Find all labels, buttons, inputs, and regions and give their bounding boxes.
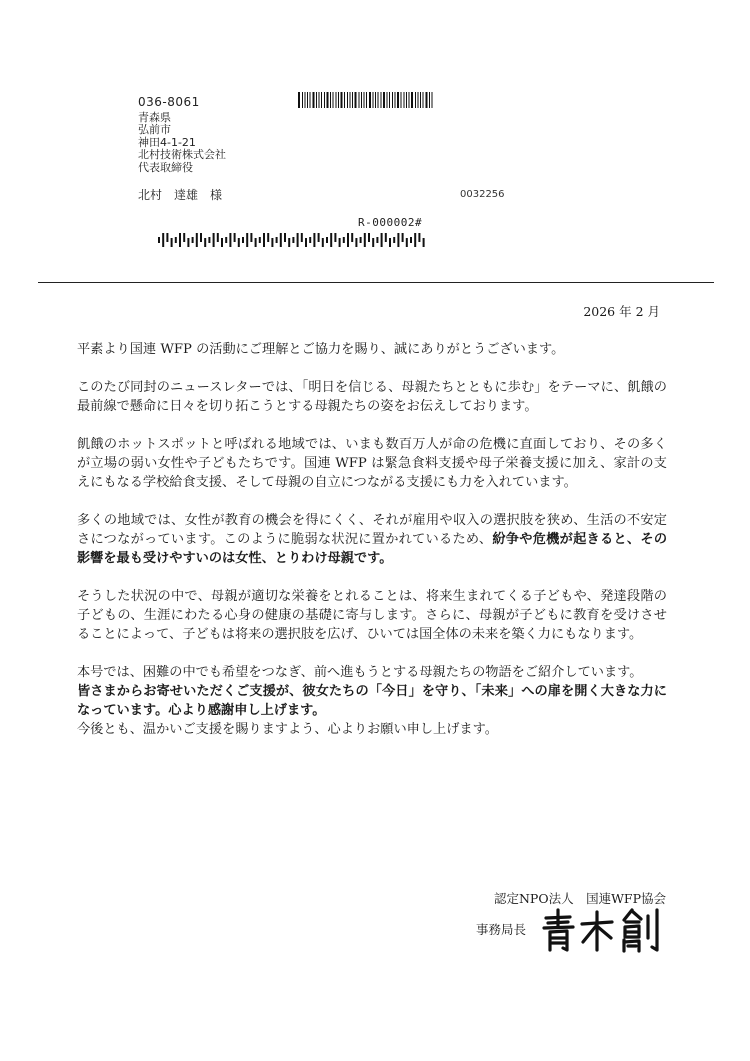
paragraph-1: 平素より国連 WFP の活動にご理解とご協力を賜り、誠にありがとうございます。 [77,342,565,357]
paragraph-6-intro: 本号では、困難の中でも希望をつなぎ、前へ進もうとする母親たちの物語をご紹介しています。 [77,665,643,680]
paragraph-4-text: 多くの地域では、女性が教育の機会を得にくく、それが雇用や収入の選択肢を狭め、生活の不安定さにつながっています。このように脆弱な状況に置かれているため、 [77,513,667,547]
paragraph-4 [77,511,667,568]
recipient-name: 北村 達雄 様 [138,188,223,202]
customer-number: 0032256 [460,189,505,200]
header-divider [38,282,714,283]
sender-title: 事務局長 [476,922,527,937]
address-position: 代表取締役 [138,160,193,174]
paragraph-5: そうした状況の中で、母親が適切な栄養をとれることは、将来生まれてくる子どもや、発達段階の子どもの、生涯にわたる心身の健康の基礎に寄与します。さらに、母親が子どもに教育を受けさせることによって、子どもは将来の選択肢を広げ、ひいては国全体の未来を築く力にもなります。 [77,589,667,642]
address-city: 弘前市 [138,123,171,136]
mailing-address [138,96,226,174]
letter-body [77,340,667,739]
paragraph-3: 飢餓のホットスポットと呼ばれる地域では、いまも数百万人が命の危機に直面しており、その多くが立場の弱い女性や子どもたちです。国連 WFP は緊急食料支援や母子栄養支援に加え、家計の支えにもなる学校給食支援、そして母親の自立につながる支援にも力を入れています。 [77,437,667,490]
postal-code: 036-8061 [138,95,200,109]
customer-barcode [158,233,428,247]
paragraph-4-emphasis: 紛争や危機が起きると、その影響を最も受けやすいのは女性、とりわけ母親です。 [77,532,668,566]
letter-date: 2026 年 2 月 [583,304,660,319]
address-street: 神田4-1-21 [138,135,196,149]
postal-barcode [298,92,436,108]
paragraph-2: このたび同封のニュースレターでは、「明日を信じる、母親たちとともに歩む」をテーマに、飢餓の最前線で懸命に日々を切り拓こうとする母親たちの姿をお伝えしております。 [77,380,667,414]
closing-line: 今後とも、温かいご支援を賜りますよう、心よりお願い申し上げます。 [77,722,498,737]
address-company: 北村技術株式会社 [138,148,226,161]
paragraph-6-emphasis [77,682,667,720]
handwritten-signature [540,904,665,956]
reference-number: R-000002# [358,216,423,229]
sender-organization: 認定NPO法人 国連WFP協会 [493,891,666,906]
thanks-emphasis: 皆さまからお寄せいただくご支援が、彼女たちの「今日」を守り、「未来」への扉を開く大きな力になっています。心より感謝申し上げます。 [77,684,667,718]
address-prefecture: 青森県 [138,110,171,124]
